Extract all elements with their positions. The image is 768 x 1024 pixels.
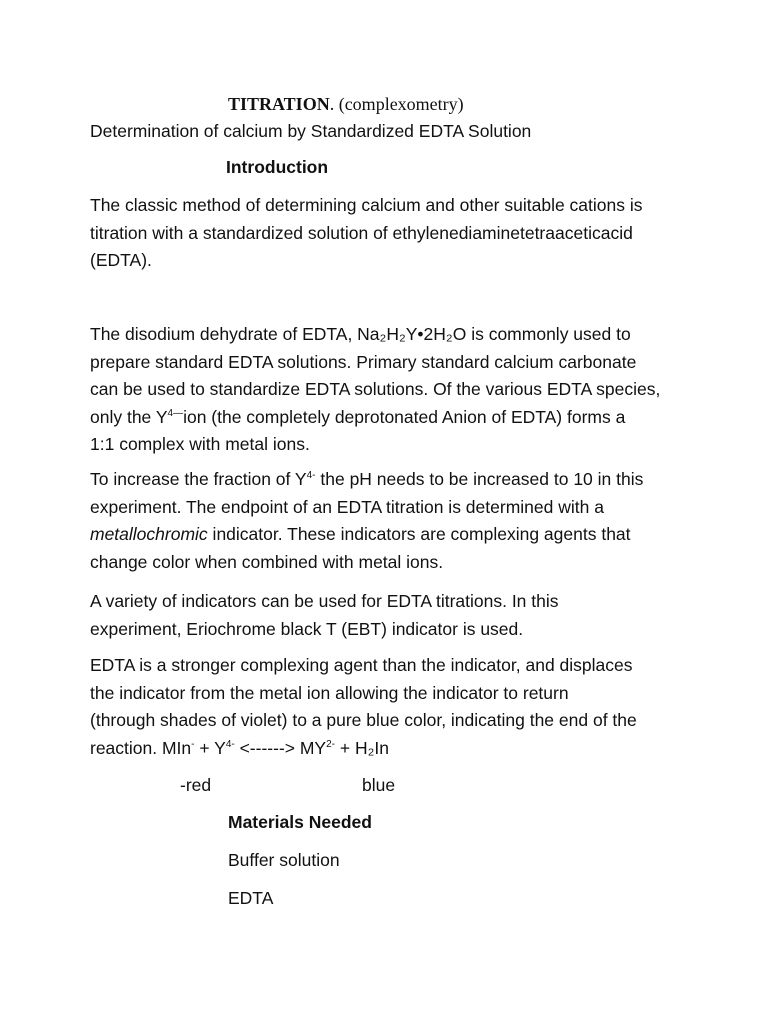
- paragraph-line: EDTA is a stronger complexing agent than the indicator, and displaces: [90, 655, 633, 675]
- paragraph-line: [90, 521, 690, 549]
- text-run: To increase the fraction of Y: [90, 469, 307, 489]
- paragraph-3: [90, 466, 690, 576]
- title-rest: . (complexometry): [329, 94, 464, 114]
- document-subtitle: Determination of calcium by Standardized EDTA Solution: [90, 121, 532, 141]
- materials-heading: Materials Needed: [228, 812, 372, 832]
- paragraph-line: the indicator from the metal ion allowing the indicator to return: [90, 682, 569, 703]
- paragraph-line: (through shades of violet) to a pure blue color, indicating the end of the: [90, 710, 637, 730]
- text-run: indicator. These indicators are complexing agents that: [207, 524, 631, 544]
- paragraph-line: The classic method of determining calcium and other suitable cations is: [90, 195, 643, 215]
- paragraph-line: experiment. The endpoint of an EDTA titration is determined with a: [90, 496, 604, 517]
- color-label-red: -red: [180, 775, 212, 795]
- title-main: TITRATION: [228, 94, 330, 114]
- paragraph-4: [90, 588, 690, 643]
- paragraph-line: [90, 404, 690, 432]
- paragraph-line: can be used to standardize EDTA solutions. Of the various EDTA species,: [90, 379, 661, 399]
- paragraph-2: [90, 321, 690, 459]
- paragraph-line: The disodium dehydrate of EDTA, Na₂H₂Y•2H₂O is commonly used to: [90, 324, 631, 344]
- text-run: + Y: [194, 737, 226, 758]
- italic-term: metallochromic: [90, 524, 208, 544]
- paragraph-line: titration with a standardized solution of ethylenediaminetetraaceticacid: [90, 222, 633, 243]
- superscript: 4—: [167, 407, 184, 419]
- text-run: reaction. MIn: [90, 737, 192, 758]
- reaction-equation: [90, 735, 690, 763]
- paragraph-line: prepare standard EDTA solutions. Primary standard calcium carbonate: [90, 351, 637, 372]
- superscript: -: [191, 738, 195, 750]
- text-run: only the Y: [90, 406, 168, 427]
- text-run: + H₂In: [335, 737, 389, 758]
- color-label-blue: blue: [362, 775, 396, 795]
- text-run: <------> MY: [234, 737, 327, 758]
- superscript: 4-: [306, 470, 316, 481]
- superscript: 2-: [326, 738, 336, 750]
- paragraph-1: [90, 192, 690, 275]
- paragraph-line: change color when combined with metal ions.: [90, 551, 444, 572]
- paragraph-line: A variety of indicators can be used for EDTA titrations. In this: [90, 591, 559, 611]
- text-run: the pH needs to be increased to 10 in this: [315, 469, 644, 489]
- paragraph-line: 1:1 complex with metal ions.: [90, 434, 310, 454]
- paragraph-line: experiment, Eriochrome black T (EBT) indicator is used.: [90, 618, 524, 639]
- introduction-heading: Introduction: [226, 157, 329, 177]
- material-item: EDTA: [228, 888, 274, 908]
- document-title: [228, 92, 464, 116]
- paragraph-line: [90, 466, 690, 494]
- superscript: 4-: [225, 738, 235, 750]
- text-run: ion (the completely deprotonated Anion of EDTA) forms a: [183, 406, 626, 427]
- paragraph-line: (EDTA).: [90, 250, 152, 270]
- material-item: Buffer solution: [228, 850, 340, 870]
- paragraph-5: [90, 652, 690, 762]
